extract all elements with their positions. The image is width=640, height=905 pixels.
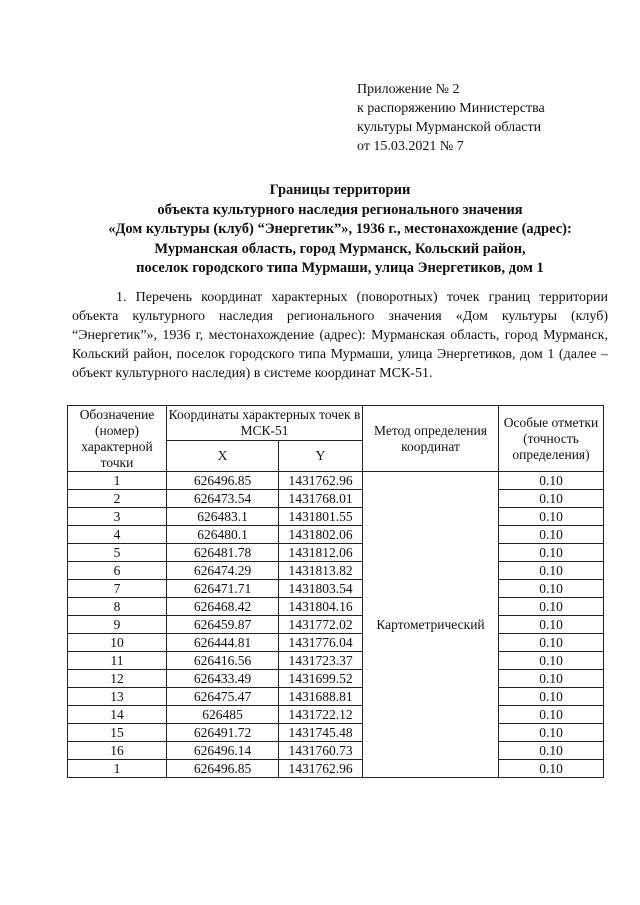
table-row bbox=[68, 688, 604, 706]
point-number-cell: 5 bbox=[68, 544, 167, 562]
point-number-cell: 2 bbox=[68, 490, 167, 508]
accuracy-cell: 0.10 bbox=[499, 724, 604, 742]
accuracy-cell: 0.10 bbox=[499, 742, 604, 760]
y-coordinate-cell: 1431804.16 bbox=[279, 598, 363, 616]
table-row bbox=[68, 616, 604, 634]
table-row bbox=[68, 706, 604, 724]
accuracy-cell: 0.10 bbox=[499, 706, 604, 724]
y-coordinate-cell: 1431722.12 bbox=[279, 706, 363, 724]
y-coordinate-cell: 1431762.96 bbox=[279, 760, 363, 778]
header-x: X bbox=[167, 441, 279, 472]
table-row bbox=[68, 580, 604, 598]
accuracy-cell: 0.10 bbox=[499, 508, 604, 526]
point-number-cell: 8 bbox=[68, 598, 167, 616]
document-title bbox=[70, 181, 610, 279]
title-line-5: поселок городского типа Мурмаши, улица Энергетиков, дом 1 bbox=[136, 260, 544, 276]
y-coordinate-cell: 1431762.96 bbox=[279, 472, 363, 490]
table-row bbox=[68, 562, 604, 580]
table-row bbox=[68, 742, 604, 760]
accuracy-cell: 0.10 bbox=[499, 652, 604, 670]
x-coordinate-cell: 626480.1 bbox=[167, 526, 279, 544]
y-coordinate-cell: 1431723.37 bbox=[279, 652, 363, 670]
x-coordinate-cell: 626471.71 bbox=[167, 580, 279, 598]
method-cell: Картометрический bbox=[363, 472, 499, 778]
accuracy-cell: 0.10 bbox=[499, 472, 604, 490]
accuracy-cell: 0.10 bbox=[499, 562, 604, 580]
point-number-cell: 3 bbox=[68, 508, 167, 526]
y-coordinate-cell: 1431760.73 bbox=[279, 742, 363, 760]
title-line-4: Мурманская область, город Мурманск, Кольский район, bbox=[154, 240, 526, 257]
table-row bbox=[68, 490, 604, 508]
y-coordinate-cell: 1431745.48 bbox=[279, 724, 363, 742]
title-line-2: объекта культурного наследия регионального значения bbox=[157, 201, 523, 218]
annex-line-1: Приложение № 2 bbox=[357, 82, 460, 97]
y-coordinate-cell: 1431803.54 bbox=[279, 580, 363, 598]
x-coordinate-cell: 626475.47 bbox=[167, 688, 279, 706]
accuracy-cell: 0.10 bbox=[499, 688, 604, 706]
point-number-cell: 13 bbox=[68, 688, 167, 706]
header-y: Y bbox=[279, 441, 363, 472]
intro-paragraph: 1. Перечень координат характерных (поворотных) точек границ территории объекта культурного наследия регионального значения «Дом культуры (клуб) “Энергетик”», 1936 г, местонахождение (адрес): Мурманская область, город Мурманск, Кольский район, поселок городского типа Мурмаши, улица Энергетиков, дом 1 (далее – объект культурного наследия) в системе координат МСК-51. bbox=[72, 290, 608, 381]
table-row bbox=[68, 508, 604, 526]
x-coordinate-cell: 626496.85 bbox=[167, 472, 279, 490]
point-number-cell: 1 bbox=[68, 760, 167, 778]
point-number-cell: 14 bbox=[68, 706, 167, 724]
x-coordinate-cell: 626459.87 bbox=[167, 616, 279, 634]
y-coordinate-cell: 1431699.52 bbox=[279, 670, 363, 688]
x-coordinate-cell: 626485 bbox=[167, 706, 279, 724]
x-coordinate-cell: 626416.56 bbox=[167, 652, 279, 670]
y-coordinate-cell: 1431802.06 bbox=[279, 526, 363, 544]
point-number-cell: 15 bbox=[68, 724, 167, 742]
x-coordinate-cell: 626483.1 bbox=[167, 508, 279, 526]
accuracy-cell: 0.10 bbox=[499, 670, 604, 688]
table-row bbox=[68, 472, 604, 490]
y-coordinate-cell: 1431688.81 bbox=[279, 688, 363, 706]
header-coords: Координаты характерных точек в МСК-51 bbox=[167, 406, 363, 441]
coordinates-table-body bbox=[68, 472, 604, 778]
table-row bbox=[68, 724, 604, 742]
coordinates-table bbox=[67, 405, 604, 778]
table-row bbox=[68, 598, 604, 616]
y-coordinate-cell: 1431772.02 bbox=[279, 616, 363, 634]
header-notes: Особые отметки (точность определения) bbox=[499, 406, 604, 472]
y-coordinate-cell: 1431813.82 bbox=[279, 562, 363, 580]
accuracy-cell: 0.10 bbox=[499, 490, 604, 508]
annex-line-3: культуры Мурманской области bbox=[357, 120, 542, 135]
table-row bbox=[68, 526, 604, 544]
point-number-cell: 1 bbox=[68, 472, 167, 490]
x-coordinate-cell: 626474.29 bbox=[167, 562, 279, 580]
accuracy-cell: 0.10 bbox=[499, 598, 604, 616]
point-number-cell: 6 bbox=[68, 562, 167, 580]
accuracy-cell: 0.10 bbox=[499, 634, 604, 652]
header-method: Метод определения координат bbox=[363, 406, 499, 472]
point-number-cell: 16 bbox=[68, 742, 167, 760]
accuracy-cell: 0.10 bbox=[499, 760, 604, 778]
x-coordinate-cell: 626481.78 bbox=[167, 544, 279, 562]
point-number-cell: 7 bbox=[68, 580, 167, 598]
table-row bbox=[68, 760, 604, 778]
point-number-cell: 4 bbox=[68, 526, 167, 544]
table-row bbox=[68, 634, 604, 652]
title-line-3: «Дом культуры (клуб) “Энергетик”», 1936 г., местонахождение (адрес): bbox=[108, 221, 572, 237]
x-coordinate-cell: 626496.14 bbox=[167, 742, 279, 760]
table-row bbox=[68, 652, 604, 670]
x-coordinate-cell: 626444.81 bbox=[167, 634, 279, 652]
accuracy-cell: 0.10 bbox=[499, 580, 604, 598]
y-coordinate-cell: 1431801.55 bbox=[279, 508, 363, 526]
x-coordinate-cell: 626473.54 bbox=[167, 490, 279, 508]
point-number-cell: 12 bbox=[68, 670, 167, 688]
y-coordinate-cell: 1431812.06 bbox=[279, 544, 363, 562]
header-point: Обозначение (номер) характерной точки bbox=[68, 406, 167, 472]
point-number-cell: 10 bbox=[68, 634, 167, 652]
y-coordinate-cell: 1431776.04 bbox=[279, 634, 363, 652]
annex-line-4: от 15.03.2021 № 7 bbox=[357, 139, 464, 154]
point-number-cell: 9 bbox=[68, 616, 167, 634]
title-line-1: Границы территории bbox=[269, 182, 411, 198]
table-row bbox=[68, 670, 604, 688]
accuracy-cell: 0.10 bbox=[499, 544, 604, 562]
table-row bbox=[68, 544, 604, 562]
x-coordinate-cell: 626468.42 bbox=[167, 598, 279, 616]
accuracy-cell: 0.10 bbox=[499, 526, 604, 544]
x-coordinate-cell: 626496.85 bbox=[167, 760, 279, 778]
annex-line-2: к распоряжению Министерства bbox=[357, 101, 545, 116]
y-coordinate-cell: 1431768.01 bbox=[279, 490, 363, 508]
annex-header bbox=[357, 80, 545, 156]
x-coordinate-cell: 626491.72 bbox=[167, 724, 279, 742]
accuracy-cell: 0.10 bbox=[499, 616, 604, 634]
x-coordinate-cell: 626433.49 bbox=[167, 670, 279, 688]
point-number-cell: 11 bbox=[68, 652, 167, 670]
